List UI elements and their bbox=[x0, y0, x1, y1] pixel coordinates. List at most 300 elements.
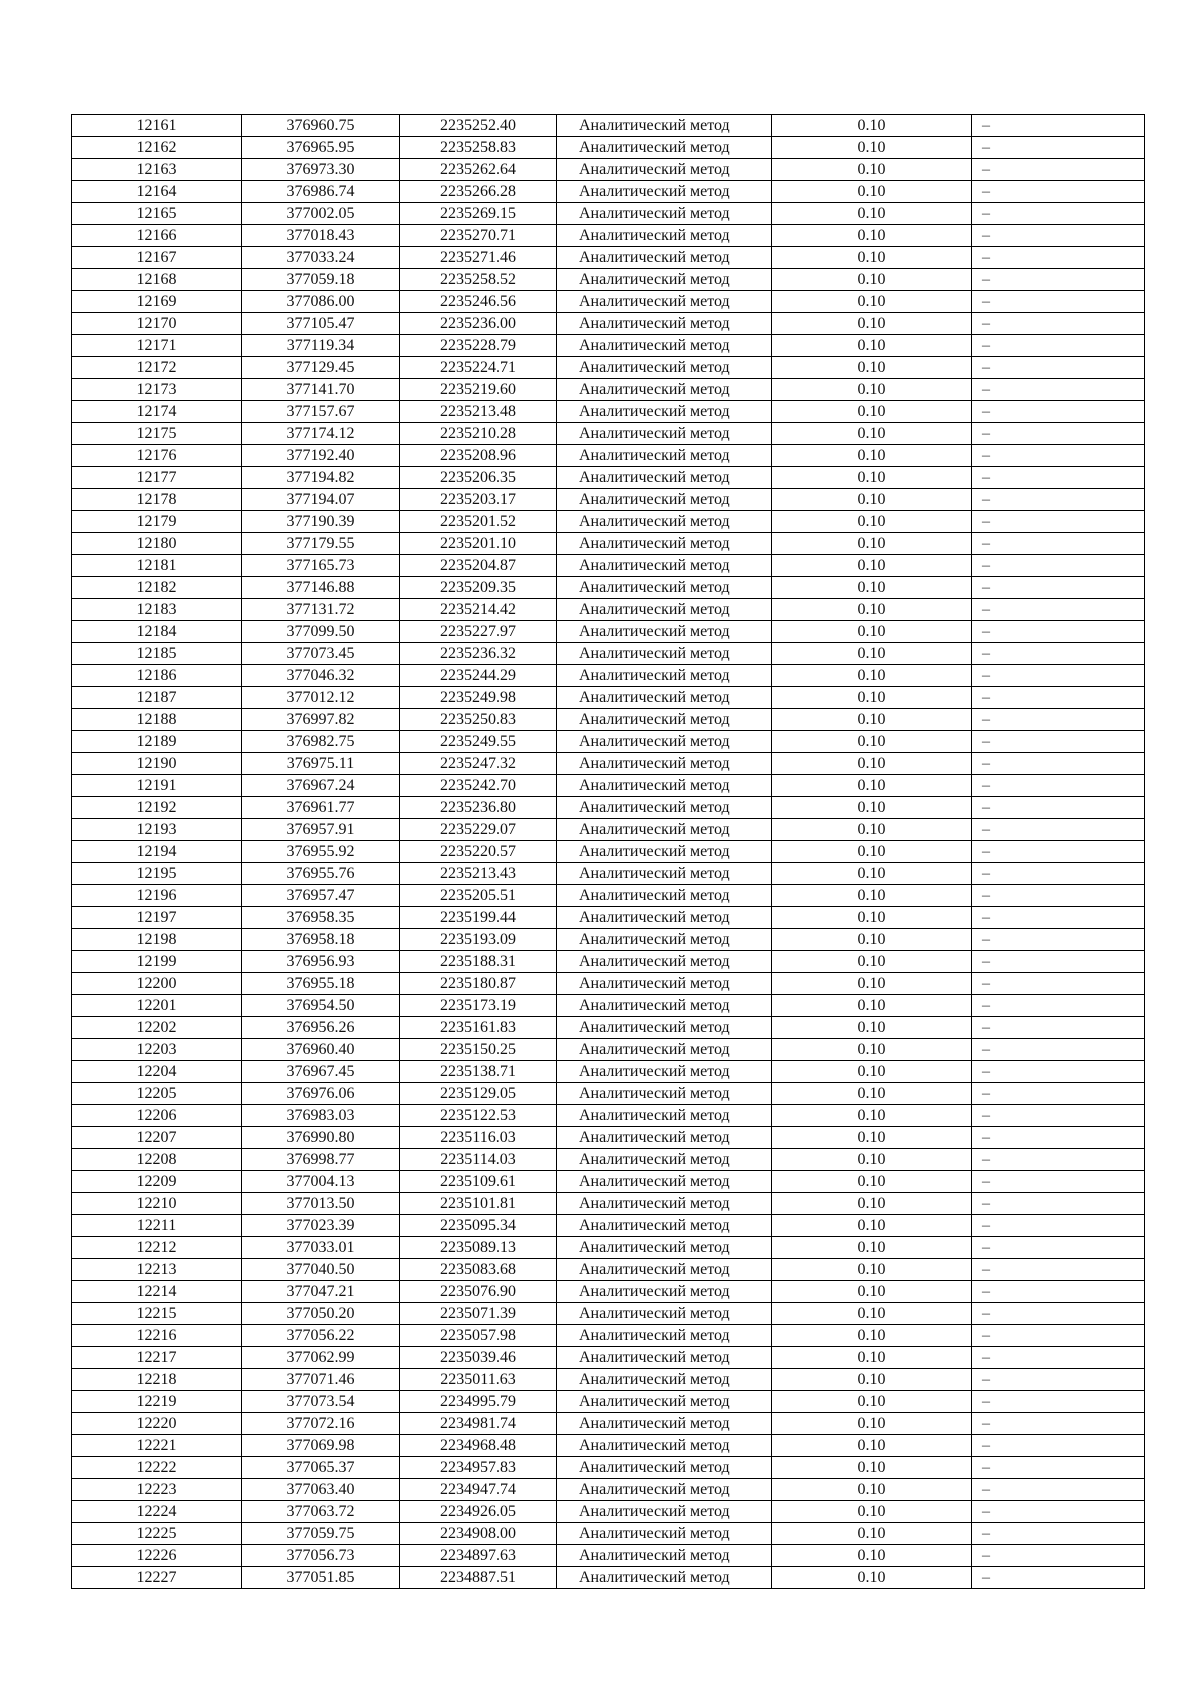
table-row bbox=[72, 929, 1145, 951]
y-coordinate-cell: 2234908.00 bbox=[400, 1523, 557, 1545]
x-coordinate-cell: 376973.30 bbox=[242, 159, 400, 181]
table-row bbox=[72, 1127, 1145, 1149]
point-number-cell: 12221 bbox=[72, 1435, 242, 1457]
y-coordinate-cell: 2235242.70 bbox=[400, 775, 557, 797]
table-row bbox=[72, 1369, 1145, 1391]
table-row bbox=[72, 1545, 1145, 1567]
y-coordinate-cell: 2234981.74 bbox=[400, 1413, 557, 1435]
note-cell: – bbox=[972, 1567, 1145, 1589]
y-coordinate-cell: 2235224.71 bbox=[400, 357, 557, 379]
note-cell: – bbox=[972, 159, 1145, 181]
y-coordinate-cell: 2235249.55 bbox=[400, 731, 557, 753]
point-number-cell: 12176 bbox=[72, 445, 242, 467]
y-coordinate-cell: 2235214.42 bbox=[400, 599, 557, 621]
accuracy-cell: 0.10 bbox=[772, 1369, 972, 1391]
point-number-cell: 12217 bbox=[72, 1347, 242, 1369]
y-coordinate-cell: 2235204.87 bbox=[400, 555, 557, 577]
method-cell: Аналитический метод bbox=[557, 423, 772, 445]
x-coordinate-cell: 377047.21 bbox=[242, 1281, 400, 1303]
method-cell: Аналитический метод bbox=[557, 555, 772, 577]
table-row bbox=[72, 1479, 1145, 1501]
point-number-cell: 12188 bbox=[72, 709, 242, 731]
method-cell: Аналитический метод bbox=[557, 1457, 772, 1479]
table-row bbox=[72, 643, 1145, 665]
method-cell: Аналитический метод bbox=[557, 401, 772, 423]
table-row bbox=[72, 423, 1145, 445]
x-coordinate-cell: 377141.70 bbox=[242, 379, 400, 401]
accuracy-cell: 0.10 bbox=[772, 181, 972, 203]
x-coordinate-cell: 376967.45 bbox=[242, 1061, 400, 1083]
y-coordinate-cell: 2235122.53 bbox=[400, 1105, 557, 1127]
note-cell: – bbox=[972, 1545, 1145, 1567]
note-cell: – bbox=[972, 225, 1145, 247]
point-number-cell: 12178 bbox=[72, 489, 242, 511]
x-coordinate-cell: 376961.77 bbox=[242, 797, 400, 819]
note-cell: – bbox=[972, 1413, 1145, 1435]
method-cell: Аналитический метод bbox=[557, 1501, 772, 1523]
table-row bbox=[72, 115, 1145, 137]
method-cell: Аналитический метод bbox=[557, 1523, 772, 1545]
accuracy-cell: 0.10 bbox=[772, 841, 972, 863]
method-cell: Аналитический метод bbox=[557, 1369, 772, 1391]
x-coordinate-cell: 377131.72 bbox=[242, 599, 400, 621]
y-coordinate-cell: 2235101.81 bbox=[400, 1193, 557, 1215]
method-cell: Аналитический метод bbox=[557, 1083, 772, 1105]
method-cell: Аналитический метод bbox=[557, 1567, 772, 1589]
note-cell: – bbox=[972, 863, 1145, 885]
x-coordinate-cell: 377165.73 bbox=[242, 555, 400, 577]
table-row bbox=[72, 335, 1145, 357]
table-row bbox=[72, 577, 1145, 599]
note-cell: – bbox=[972, 621, 1145, 643]
table-row bbox=[72, 1281, 1145, 1303]
method-cell: Аналитический метод bbox=[557, 951, 772, 973]
x-coordinate-cell: 376955.18 bbox=[242, 973, 400, 995]
x-coordinate-cell: 377119.34 bbox=[242, 335, 400, 357]
note-cell: – bbox=[972, 1127, 1145, 1149]
method-cell: Аналитический метод bbox=[557, 225, 772, 247]
accuracy-cell: 0.10 bbox=[772, 489, 972, 511]
y-coordinate-cell: 2235201.52 bbox=[400, 511, 557, 533]
method-cell: Аналитический метод bbox=[557, 467, 772, 489]
note-cell: – bbox=[972, 511, 1145, 533]
method-cell: Аналитический метод bbox=[557, 313, 772, 335]
y-coordinate-cell: 2235246.56 bbox=[400, 291, 557, 313]
accuracy-cell: 0.10 bbox=[772, 1215, 972, 1237]
point-number-cell: 12191 bbox=[72, 775, 242, 797]
note-cell: – bbox=[972, 1391, 1145, 1413]
table-row bbox=[72, 489, 1145, 511]
y-coordinate-cell: 2235229.07 bbox=[400, 819, 557, 841]
note-cell: – bbox=[972, 401, 1145, 423]
note-cell: – bbox=[972, 1479, 1145, 1501]
accuracy-cell: 0.10 bbox=[772, 1083, 972, 1105]
y-coordinate-cell: 2235095.34 bbox=[400, 1215, 557, 1237]
note-cell: – bbox=[972, 291, 1145, 313]
y-coordinate-cell: 2235252.40 bbox=[400, 115, 557, 137]
note-cell: – bbox=[972, 467, 1145, 489]
table-row bbox=[72, 1347, 1145, 1369]
x-coordinate-cell: 377063.72 bbox=[242, 1501, 400, 1523]
method-cell: Аналитический метод bbox=[557, 1347, 772, 1369]
y-coordinate-cell: 2235205.51 bbox=[400, 885, 557, 907]
accuracy-cell: 0.10 bbox=[772, 1501, 972, 1523]
y-coordinate-cell: 2235208.96 bbox=[400, 445, 557, 467]
note-cell: – bbox=[972, 665, 1145, 687]
x-coordinate-cell: 376976.06 bbox=[242, 1083, 400, 1105]
x-coordinate-cell: 377056.73 bbox=[242, 1545, 400, 1567]
y-coordinate-cell: 2234887.51 bbox=[400, 1567, 557, 1589]
note-cell: – bbox=[972, 643, 1145, 665]
table-row bbox=[72, 445, 1145, 467]
method-cell: Аналитический метод bbox=[557, 181, 772, 203]
method-cell: Аналитический метод bbox=[557, 1413, 772, 1435]
table-row bbox=[72, 555, 1145, 577]
method-cell: Аналитический метод bbox=[557, 775, 772, 797]
method-cell: Аналитический метод bbox=[557, 137, 772, 159]
x-coordinate-cell: 376990.80 bbox=[242, 1127, 400, 1149]
accuracy-cell: 0.10 bbox=[772, 907, 972, 929]
point-number-cell: 12201 bbox=[72, 995, 242, 1017]
note-cell: – bbox=[972, 753, 1145, 775]
point-number-cell: 12169 bbox=[72, 291, 242, 313]
y-coordinate-cell: 2235199.44 bbox=[400, 907, 557, 929]
coordinates-table-body bbox=[72, 115, 1145, 1589]
point-number-cell: 12200 bbox=[72, 973, 242, 995]
x-coordinate-cell: 377179.55 bbox=[242, 533, 400, 555]
point-number-cell: 12207 bbox=[72, 1127, 242, 1149]
accuracy-cell: 0.10 bbox=[772, 335, 972, 357]
point-number-cell: 12203 bbox=[72, 1039, 242, 1061]
note-cell: – bbox=[972, 1083, 1145, 1105]
note-cell: – bbox=[972, 533, 1145, 555]
y-coordinate-cell: 2235258.52 bbox=[400, 269, 557, 291]
x-coordinate-cell: 377157.67 bbox=[242, 401, 400, 423]
method-cell: Аналитический метод bbox=[557, 907, 772, 929]
point-number-cell: 12199 bbox=[72, 951, 242, 973]
x-coordinate-cell: 377004.13 bbox=[242, 1171, 400, 1193]
y-coordinate-cell: 2235213.43 bbox=[400, 863, 557, 885]
note-cell: – bbox=[972, 687, 1145, 709]
x-coordinate-cell: 377013.50 bbox=[242, 1193, 400, 1215]
method-cell: Аналитический метод bbox=[557, 357, 772, 379]
method-cell: Аналитический метод bbox=[557, 731, 772, 753]
accuracy-cell: 0.10 bbox=[772, 159, 972, 181]
method-cell: Аналитический метод bbox=[557, 1435, 772, 1457]
accuracy-cell: 0.10 bbox=[772, 1303, 972, 1325]
note-cell: – bbox=[972, 1281, 1145, 1303]
note-cell: – bbox=[972, 269, 1145, 291]
note-cell: – bbox=[972, 1039, 1145, 1061]
y-coordinate-cell: 2235213.48 bbox=[400, 401, 557, 423]
y-coordinate-cell: 2234968.48 bbox=[400, 1435, 557, 1457]
accuracy-cell: 0.10 bbox=[772, 115, 972, 137]
note-cell: – bbox=[972, 555, 1145, 577]
x-coordinate-cell: 377194.82 bbox=[242, 467, 400, 489]
method-cell: Аналитический метод bbox=[557, 1017, 772, 1039]
point-number-cell: 12164 bbox=[72, 181, 242, 203]
note-cell: – bbox=[972, 181, 1145, 203]
point-number-cell: 12196 bbox=[72, 885, 242, 907]
note-cell: – bbox=[972, 1435, 1145, 1457]
x-coordinate-cell: 376960.40 bbox=[242, 1039, 400, 1061]
note-cell: – bbox=[972, 995, 1145, 1017]
method-cell: Аналитический метод bbox=[557, 1061, 772, 1083]
note-cell: – bbox=[972, 445, 1145, 467]
x-coordinate-cell: 377040.50 bbox=[242, 1259, 400, 1281]
note-cell: – bbox=[972, 1501, 1145, 1523]
table-row bbox=[72, 1237, 1145, 1259]
y-coordinate-cell: 2235271.46 bbox=[400, 247, 557, 269]
point-number-cell: 12227 bbox=[72, 1567, 242, 1589]
table-row bbox=[72, 467, 1145, 489]
table-row bbox=[72, 269, 1145, 291]
accuracy-cell: 0.10 bbox=[772, 951, 972, 973]
method-cell: Аналитический метод bbox=[557, 1281, 772, 1303]
table-row bbox=[72, 1325, 1145, 1347]
point-number-cell: 12194 bbox=[72, 841, 242, 863]
x-coordinate-cell: 376983.03 bbox=[242, 1105, 400, 1127]
table-row bbox=[72, 1149, 1145, 1171]
method-cell: Аналитический метод bbox=[557, 291, 772, 313]
y-coordinate-cell: 2235129.05 bbox=[400, 1083, 557, 1105]
accuracy-cell: 0.10 bbox=[772, 687, 972, 709]
point-number-cell: 12220 bbox=[72, 1413, 242, 1435]
method-cell: Аналитический метод bbox=[557, 577, 772, 599]
table-row bbox=[72, 1303, 1145, 1325]
x-coordinate-cell: 376957.47 bbox=[242, 885, 400, 907]
note-cell: – bbox=[972, 1347, 1145, 1369]
note-cell: – bbox=[972, 1017, 1145, 1039]
y-coordinate-cell: 2235150.25 bbox=[400, 1039, 557, 1061]
x-coordinate-cell: 377062.99 bbox=[242, 1347, 400, 1369]
point-number-cell: 12205 bbox=[72, 1083, 242, 1105]
accuracy-cell: 0.10 bbox=[772, 291, 972, 313]
y-coordinate-cell: 2234947.74 bbox=[400, 1479, 557, 1501]
point-number-cell: 12212 bbox=[72, 1237, 242, 1259]
method-cell: Аналитический метод bbox=[557, 819, 772, 841]
y-coordinate-cell: 2235201.10 bbox=[400, 533, 557, 555]
note-cell: – bbox=[972, 819, 1145, 841]
note-cell: – bbox=[972, 137, 1145, 159]
method-cell: Аналитический метод bbox=[557, 445, 772, 467]
method-cell: Аналитический метод bbox=[557, 1545, 772, 1567]
point-number-cell: 12185 bbox=[72, 643, 242, 665]
method-cell: Аналитический метод bbox=[557, 511, 772, 533]
table-row bbox=[72, 709, 1145, 731]
accuracy-cell: 0.10 bbox=[772, 863, 972, 885]
note-cell: – bbox=[972, 1303, 1145, 1325]
point-number-cell: 12179 bbox=[72, 511, 242, 533]
accuracy-cell: 0.10 bbox=[772, 1105, 972, 1127]
x-coordinate-cell: 377018.43 bbox=[242, 225, 400, 247]
method-cell: Аналитический метод bbox=[557, 247, 772, 269]
y-coordinate-cell: 2235228.79 bbox=[400, 335, 557, 357]
accuracy-cell: 0.10 bbox=[772, 1545, 972, 1567]
accuracy-cell: 0.10 bbox=[772, 401, 972, 423]
table-row bbox=[72, 137, 1145, 159]
point-number-cell: 12165 bbox=[72, 203, 242, 225]
method-cell: Аналитический метод bbox=[557, 335, 772, 357]
point-number-cell: 12168 bbox=[72, 269, 242, 291]
point-number-cell: 12222 bbox=[72, 1457, 242, 1479]
method-cell: Аналитический метод bbox=[557, 1039, 772, 1061]
y-coordinate-cell: 2235219.60 bbox=[400, 379, 557, 401]
y-coordinate-cell: 2235057.98 bbox=[400, 1325, 557, 1347]
accuracy-cell: 0.10 bbox=[772, 225, 972, 247]
note-cell: – bbox=[972, 1369, 1145, 1391]
point-number-cell: 12197 bbox=[72, 907, 242, 929]
point-number-cell: 12174 bbox=[72, 401, 242, 423]
point-number-cell: 12213 bbox=[72, 1259, 242, 1281]
method-cell: Аналитический метод bbox=[557, 643, 772, 665]
table-row bbox=[72, 665, 1145, 687]
table-row bbox=[72, 1171, 1145, 1193]
note-cell: – bbox=[972, 203, 1145, 225]
table-row bbox=[72, 1083, 1145, 1105]
y-coordinate-cell: 2235193.09 bbox=[400, 929, 557, 951]
table-row bbox=[72, 159, 1145, 181]
coordinates-table bbox=[71, 114, 1145, 1589]
y-coordinate-cell: 2235244.29 bbox=[400, 665, 557, 687]
note-cell: – bbox=[972, 841, 1145, 863]
method-cell: Аналитический метод bbox=[557, 1105, 772, 1127]
x-coordinate-cell: 377050.20 bbox=[242, 1303, 400, 1325]
x-coordinate-cell: 377033.01 bbox=[242, 1237, 400, 1259]
x-coordinate-cell: 376957.91 bbox=[242, 819, 400, 841]
point-number-cell: 12219 bbox=[72, 1391, 242, 1413]
y-coordinate-cell: 2235262.64 bbox=[400, 159, 557, 181]
accuracy-cell: 0.10 bbox=[772, 1171, 972, 1193]
point-number-cell: 12192 bbox=[72, 797, 242, 819]
point-number-cell: 12214 bbox=[72, 1281, 242, 1303]
y-coordinate-cell: 2235258.83 bbox=[400, 137, 557, 159]
method-cell: Аналитический метод bbox=[557, 687, 772, 709]
y-coordinate-cell: 2235269.15 bbox=[400, 203, 557, 225]
y-coordinate-cell: 2235180.87 bbox=[400, 973, 557, 995]
accuracy-cell: 0.10 bbox=[772, 1039, 972, 1061]
point-number-cell: 12187 bbox=[72, 687, 242, 709]
y-coordinate-cell: 2235076.90 bbox=[400, 1281, 557, 1303]
table-row bbox=[72, 1523, 1145, 1545]
x-coordinate-cell: 377069.98 bbox=[242, 1435, 400, 1457]
x-coordinate-cell: 376955.92 bbox=[242, 841, 400, 863]
point-number-cell: 12193 bbox=[72, 819, 242, 841]
x-coordinate-cell: 377190.39 bbox=[242, 511, 400, 533]
accuracy-cell: 0.10 bbox=[772, 797, 972, 819]
method-cell: Аналитический метод bbox=[557, 379, 772, 401]
table-row bbox=[72, 885, 1145, 907]
table-row bbox=[72, 1105, 1145, 1127]
table-row bbox=[72, 1567, 1145, 1589]
method-cell: Аналитический метод bbox=[557, 1303, 772, 1325]
note-cell: – bbox=[972, 335, 1145, 357]
y-coordinate-cell: 2235210.28 bbox=[400, 423, 557, 445]
y-coordinate-cell: 2235250.83 bbox=[400, 709, 557, 731]
y-coordinate-cell: 2235089.13 bbox=[400, 1237, 557, 1259]
x-coordinate-cell: 377065.37 bbox=[242, 1457, 400, 1479]
table-row bbox=[72, 731, 1145, 753]
y-coordinate-cell: 2234995.79 bbox=[400, 1391, 557, 1413]
method-cell: Аналитический метод bbox=[557, 1127, 772, 1149]
y-coordinate-cell: 2235236.32 bbox=[400, 643, 557, 665]
x-coordinate-cell: 376975.11 bbox=[242, 753, 400, 775]
accuracy-cell: 0.10 bbox=[772, 555, 972, 577]
accuracy-cell: 0.10 bbox=[772, 995, 972, 1017]
point-number-cell: 12166 bbox=[72, 225, 242, 247]
accuracy-cell: 0.10 bbox=[772, 1391, 972, 1413]
method-cell: Аналитический метод bbox=[557, 973, 772, 995]
y-coordinate-cell: 2235011.63 bbox=[400, 1369, 557, 1391]
method-cell: Аналитический метод bbox=[557, 1215, 772, 1237]
y-coordinate-cell: 2235039.46 bbox=[400, 1347, 557, 1369]
point-number-cell: 12162 bbox=[72, 137, 242, 159]
table-row bbox=[72, 819, 1145, 841]
point-number-cell: 12175 bbox=[72, 423, 242, 445]
note-cell: – bbox=[972, 423, 1145, 445]
x-coordinate-cell: 377002.05 bbox=[242, 203, 400, 225]
x-coordinate-cell: 377073.45 bbox=[242, 643, 400, 665]
point-number-cell: 12226 bbox=[72, 1545, 242, 1567]
point-number-cell: 12177 bbox=[72, 467, 242, 489]
note-cell: – bbox=[972, 115, 1145, 137]
accuracy-cell: 0.10 bbox=[772, 973, 972, 995]
point-number-cell: 12181 bbox=[72, 555, 242, 577]
accuracy-cell: 0.10 bbox=[772, 599, 972, 621]
y-coordinate-cell: 2235114.03 bbox=[400, 1149, 557, 1171]
method-cell: Аналитический метод bbox=[557, 1479, 772, 1501]
note-cell: – bbox=[972, 775, 1145, 797]
method-cell: Аналитический метод bbox=[557, 753, 772, 775]
x-coordinate-cell: 376997.82 bbox=[242, 709, 400, 731]
table-row bbox=[72, 951, 1145, 973]
note-cell: – bbox=[972, 731, 1145, 753]
x-coordinate-cell: 377059.18 bbox=[242, 269, 400, 291]
point-number-cell: 12183 bbox=[72, 599, 242, 621]
x-coordinate-cell: 377086.00 bbox=[242, 291, 400, 313]
table-row bbox=[72, 775, 1145, 797]
table-row bbox=[72, 907, 1145, 929]
table-row bbox=[72, 995, 1145, 1017]
method-cell: Аналитический метод bbox=[557, 203, 772, 225]
method-cell: Аналитический метод bbox=[557, 621, 772, 643]
point-number-cell: 12224 bbox=[72, 1501, 242, 1523]
accuracy-cell: 0.10 bbox=[772, 1567, 972, 1589]
x-coordinate-cell: 376960.75 bbox=[242, 115, 400, 137]
y-coordinate-cell: 2235249.98 bbox=[400, 687, 557, 709]
method-cell: Аналитический метод bbox=[557, 709, 772, 731]
accuracy-cell: 0.10 bbox=[772, 511, 972, 533]
method-cell: Аналитический метод bbox=[557, 665, 772, 687]
x-coordinate-cell: 376998.77 bbox=[242, 1149, 400, 1171]
table-row bbox=[72, 401, 1145, 423]
point-number-cell: 12225 bbox=[72, 1523, 242, 1545]
y-coordinate-cell: 2234897.63 bbox=[400, 1545, 557, 1567]
x-coordinate-cell: 376982.75 bbox=[242, 731, 400, 753]
note-cell: – bbox=[972, 1171, 1145, 1193]
x-coordinate-cell: 376954.50 bbox=[242, 995, 400, 1017]
x-coordinate-cell: 376958.18 bbox=[242, 929, 400, 951]
y-coordinate-cell: 2234926.05 bbox=[400, 1501, 557, 1523]
table-row bbox=[72, 225, 1145, 247]
table-row bbox=[72, 1215, 1145, 1237]
y-coordinate-cell: 2235270.71 bbox=[400, 225, 557, 247]
y-coordinate-cell: 2235220.57 bbox=[400, 841, 557, 863]
method-cell: Аналитический метод bbox=[557, 841, 772, 863]
y-coordinate-cell: 2235209.35 bbox=[400, 577, 557, 599]
x-coordinate-cell: 376956.26 bbox=[242, 1017, 400, 1039]
method-cell: Аналитический метод bbox=[557, 159, 772, 181]
